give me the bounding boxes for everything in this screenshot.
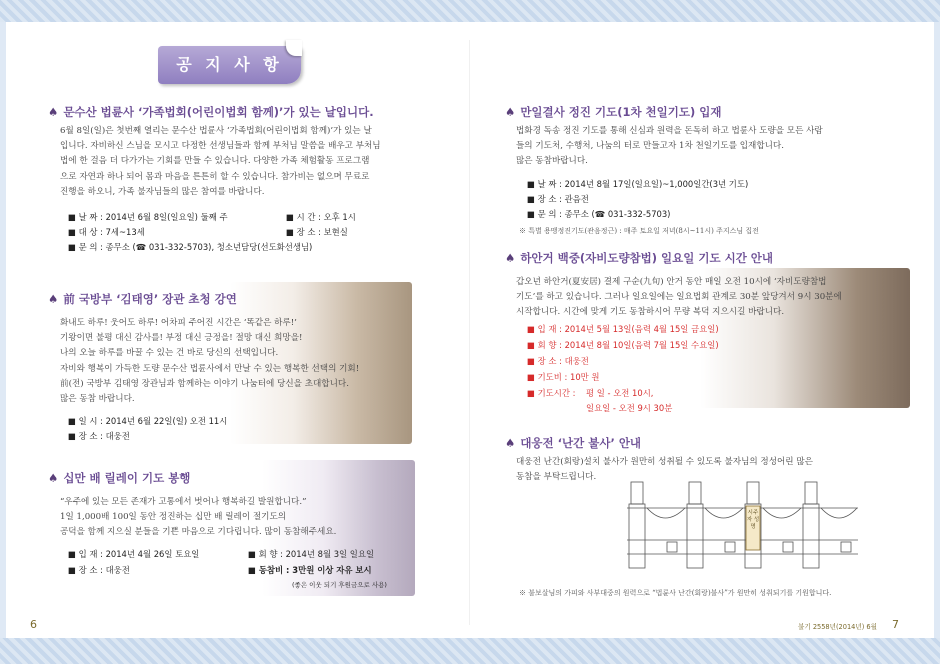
lecture-date: ■ 일 시 : 2014년 6월 22일(일) 오전 11시 <box>68 416 228 426</box>
spade-icon: ♠ <box>505 251 516 265</box>
body-line: 기왕이면 불평 대신 감사를! 부정 대신 긍정을! 절망 대신 희망을! <box>60 333 303 344</box>
body-line: 으로 자연과 하나 되어 몸과 마음을 튼튼히 할 수 있습니다. 참가비는 없으며 무료로 <box>60 171 370 182</box>
body-line: 진행을 하오니, 가족 불자님들의 많은 참여를 바랍니다. <box>60 186 265 197</box>
summer-retreat-start: ■ 입 재 : 2014년 5월 13일(음력 4월 15일 금요일) <box>527 324 719 334</box>
decorative-top-border <box>0 0 940 22</box>
thousand-day-date: ■ 날 짜 : 2014년 8월 17일(일요일)~1,000일간(3년 기도) <box>527 179 749 189</box>
relay-prayer-fee-note: (좋은 이웃 되기 후원금으로 사용) <box>292 581 387 589</box>
notice-title: 공 지 사 항 <box>176 55 283 74</box>
page-gutter <box>469 40 470 625</box>
section-railing-title <box>505 435 641 451</box>
summer-retreat-fee: ■ 기도비 : 10만 원 <box>527 372 600 382</box>
body-line: 많은 동참바랍니다. <box>516 156 588 167</box>
family-dharma-time: ■ 시 간 : 오후 1시 <box>286 212 356 222</box>
page-curl-decoration <box>286 40 302 56</box>
thousand-day-inquiry: ■ 문 의 : 종무소 (☎ 031-332-5703) <box>527 209 671 219</box>
railing-diagram <box>627 478 858 578</box>
family-dharma-place: ■ 장 소 : 보현실 <box>286 227 348 237</box>
page-number-left: 6 <box>30 618 37 631</box>
body-line: 前(전) 국방부 김태영 장관님과 함께하는 이야기 나눔터에 당신을 초대합니다. <box>60 378 349 389</box>
relay-prayer-place: ■ 장 소 : 대웅전 <box>68 565 130 575</box>
body-line: 갑오년 하안거(夏安居) 결제 구순(九旬) 안거 동안 매일 오전 10시에 ‘자비도량참법 <box>516 277 827 287</box>
body-line: 법화경 독송 정진 기도를 통해 신심과 원력을 돈독히 하고 법륜사 도량을 모든 사람 <box>516 126 823 136</box>
relay-prayer-fee: ■ 동참비 : 3만원 이상 자유 보시 <box>248 565 372 575</box>
body-line: 공덕을 함께 지으실 분들을 기쁜 마음으로 기다립니다. 많이 동참해주세요. <box>60 527 337 538</box>
summer-retreat-times-sunday: 일요일 - 오전 9시 30분 <box>586 403 673 413</box>
thousand-day-note: ※ 특별 용맹정진기도(관음정근) : 매주 토요일 저녁(8시~11시) 주지스님 집전 <box>519 227 759 235</box>
section-lecture-body <box>60 316 420 407</box>
section-title-text: 하안거 백중(자비도량참법) 일요일 기도 시간 안내 <box>520 251 774 265</box>
body-line: 자비와 행복이 가득한 도량 문수산 법륜사에서 만날 수 있는 행복한 선택의 기회! <box>60 363 360 374</box>
spade-icon: ♠ <box>505 436 516 450</box>
summer-retreat-times-weekday: 평 일 - 오전 10시, <box>586 388 654 398</box>
spade-icon: ♠ <box>505 105 516 119</box>
decorative-bottom-border <box>0 638 940 664</box>
body-line: 1일 1,000배 100일 동안 정진하는 십만 배 릴레이 절기도의 <box>60 512 287 523</box>
body-line: 시작합니다. 시간에 맞게 기도 동참하시어 무량 복덕 지으시길 바랍니다. <box>516 307 785 318</box>
railing-note: ※ 불보살님의 가피와 사부대중의 원력으로 “법륜사 난간(회랑)불사”가 원만히 성취되기를 기원합니다. <box>519 589 832 597</box>
decorative-left-border <box>0 22 6 638</box>
body-line: 대웅전 난간(회랑)설치 불사가 원만히 성취될 수 있도록 불자님의 정성어린 많은 <box>516 457 813 467</box>
body-line: 화내도 하루! 웃어도 하루! 어차피 주어진 시간은 ‘똑같은 하루!’ <box>60 318 297 328</box>
thousand-day-place: ■ 장 소 : 관음전 <box>527 194 589 204</box>
body-line: 동참을 부탁드립니다. <box>516 472 597 483</box>
section-title-text: 만일결사 정진 기도(1차 천일기도) 입재 <box>520 105 722 119</box>
section-thousand-day-title <box>505 104 721 120</box>
section-family-dharma-title <box>48 104 374 120</box>
section-summer-retreat-body <box>516 275 916 321</box>
summer-retreat-times-label: ■ 기도시간 : <box>527 388 576 398</box>
family-dharma-target: ■ 대 상 : 7세~13세 <box>68 227 145 237</box>
section-relay-prayer-title <box>48 470 190 486</box>
section-lecture-title <box>48 291 237 307</box>
section-summer-retreat-title <box>505 250 773 266</box>
section-title-text: 前 국방부 ‘김태영’ 장관 초청 강연 <box>63 292 237 306</box>
body-line: 입니다. 자비하신 스님을 모시고 다정한 선생님들과 함께 부처님 말씀을 배우고 부처님 <box>60 141 381 152</box>
body-line: 기도’를 하고 있습니다. 그러나 일요일에는 일요법회 관계로 30분 앞당겨서 9시 30분에 <box>516 292 842 303</box>
family-dharma-inquiry: ■ 문 의 : 종무소 (☎ 031-332-5703), 청소년담당(선도화선생님) <box>68 242 313 252</box>
body-line: 나의 오늘 하루를 바꿀 수 있는 건 바로 당신의 선택입니다. <box>60 348 279 359</box>
spade-icon: ♠ <box>48 105 59 119</box>
section-relay-prayer-body <box>60 495 420 541</box>
footer-publication-info: 불기 2558년(2014년) 6월 <box>798 623 877 631</box>
page-number-right: 7 <box>892 618 899 631</box>
body-line: 6월 8일(일)은 첫번째 열리는 문수산 법륜사 ‘가족법회(어린이법회 함께)’가 있는 날 <box>60 126 372 136</box>
section-title-text: 대웅전 ‘난간 불사’ 안내 <box>520 436 642 450</box>
body-line: 많은 동참 바랍니다. <box>60 394 135 405</box>
railing-donor-name-plate: 시주자 성명 <box>746 510 760 530</box>
summer-retreat-end: ■ 회 향 : 2014년 8월 10일(음력 7월 15일 수요일) <box>527 340 719 350</box>
relay-prayer-end: ■ 회 향 : 2014년 8월 3일 일요일 <box>248 549 375 559</box>
family-dharma-date: ■ 날 짜 : 2014년 6월 8일(일요일) 둘째 주 <box>68 212 228 222</box>
section-family-dharma-body <box>60 124 460 200</box>
spade-icon: ♠ <box>48 471 59 485</box>
lecture-place: ■ 장 소 : 대웅전 <box>68 431 130 441</box>
body-line: 법에 한 걸음 더 다가가는 기회를 만들 수 있습니다. 다양한 가족 체험활동 프로그램 <box>60 156 370 167</box>
body-line: 들의 기도처, 수행처, 나눔의 터로 만들고자 1차 천일기도를 입재합니다. <box>516 141 784 152</box>
spade-icon: ♠ <box>48 292 59 306</box>
summer-retreat-place: ■ 장 소 : 대웅전 <box>527 356 589 366</box>
section-title-text: 문수산 법륜사 ‘가족법회(어린이법회 함께)’가 있는 날입니다. <box>63 105 374 119</box>
notice-title-tab <box>158 46 301 84</box>
section-title-text: 십만 배 릴레이 기도 봉행 <box>63 471 191 485</box>
relay-prayer-start: ■ 입 재 : 2014년 4월 26일 토요일 <box>68 549 200 559</box>
decorative-right-border <box>934 22 940 638</box>
section-thousand-day-body <box>516 124 916 170</box>
body-line: “우주에 있는 모든 존재가 고통에서 벗어나 행복하길 발원합니다.” <box>60 497 307 507</box>
